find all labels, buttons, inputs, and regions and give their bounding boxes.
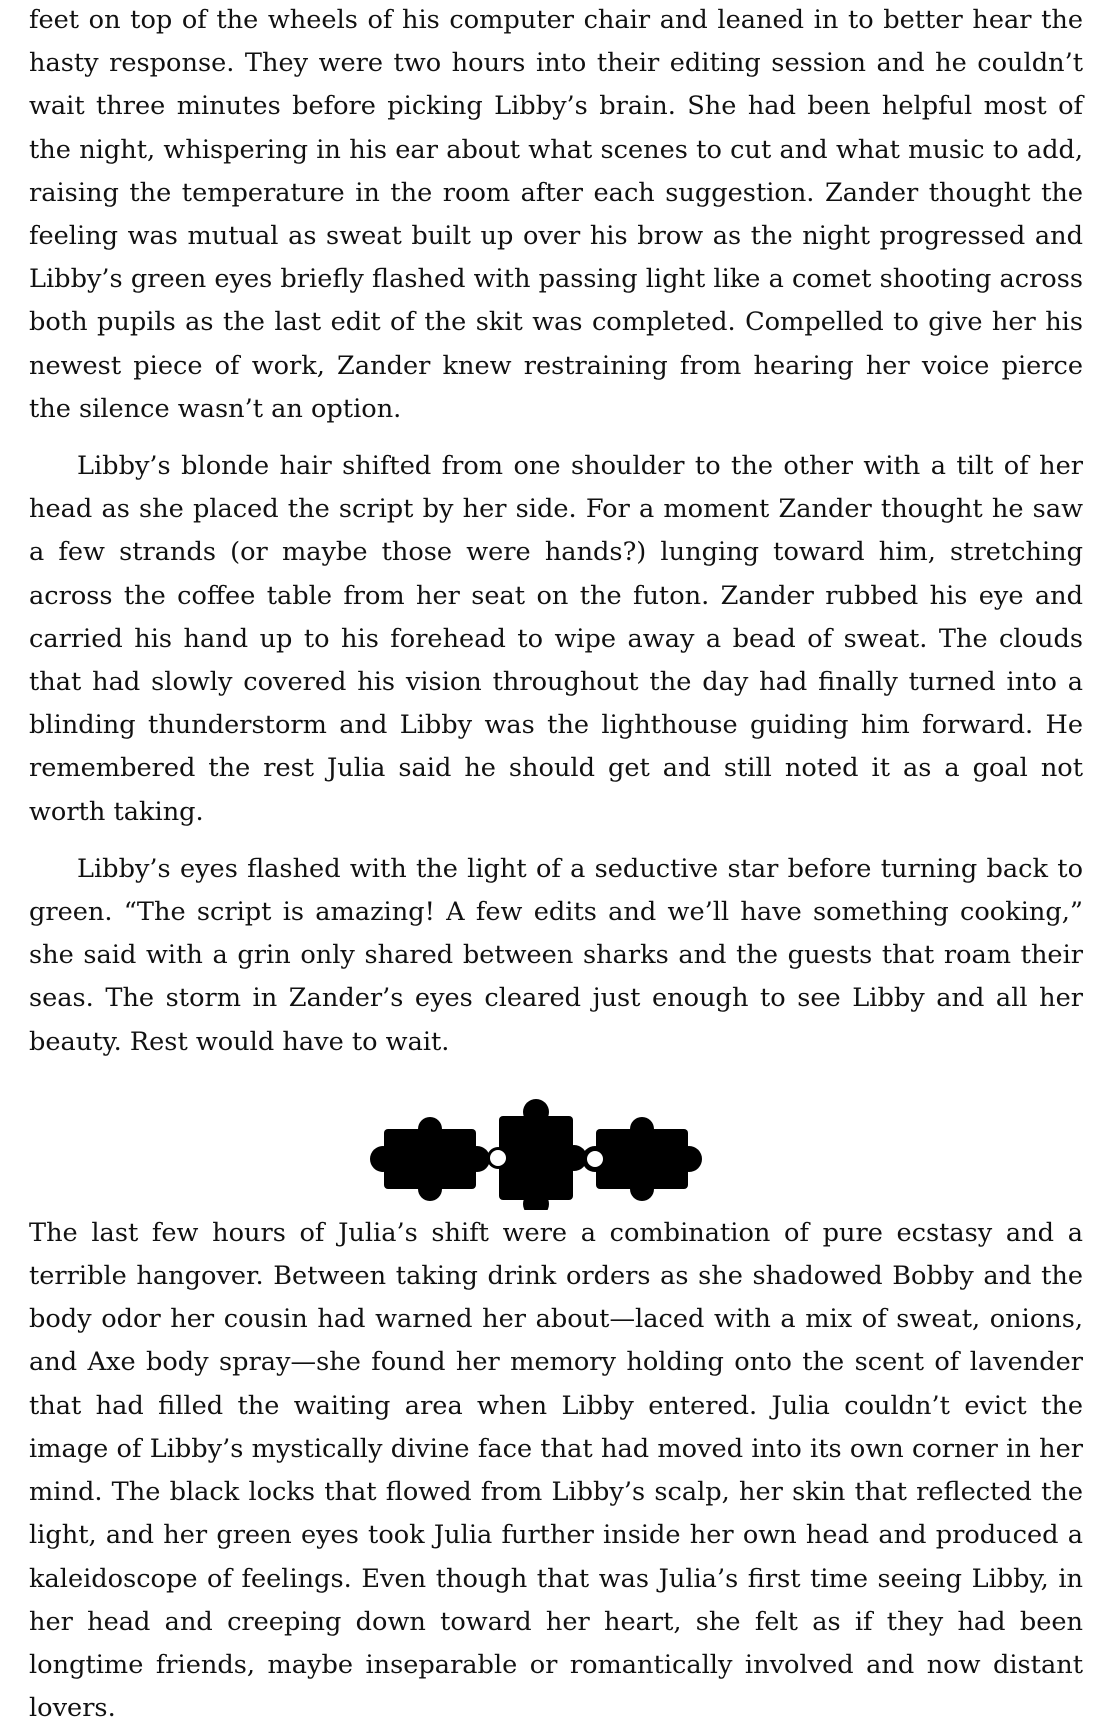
paragraph-2: Libby’s blonde hair shifted from one shoulder to the other with a tilt of her head as she placed the script by her side. For a moment Zander thought he saw a few strands (or maybe those were hands?) lunging toward him, stretching across the coffee table from her seat on the futon. Zander rubbed his eye and carried his hand up to his forehead to wipe away a bead of sweat. The clouds that had slowly covered his vision throughout the day had finally turned into a blinding thunderstorm and Libby was the lighthouse guiding him forward. He remembered the rest Julia said he should get and still noted it as a goal not worth taking. (29, 451, 1083, 827)
paragraph-1: feet on top of the wheels of his computer chair and leaned in to better hear the hasty response. They were two hours into their editing session and he couldn’t wait three minutes before picking Libby’s brain. She had been helpful most of the night, whispering in his ear about what scenes to cut and what music to add, raising the temperature in the room after each suggestion. Zander thought the feeling was mutual as sweat built up over his brow as the night progressed and Libby’s green eyes briefly flashed with passing light like a comet shooting across both pupils as the last edit of the skit was completed. Compelled to give her his newest piece of work, Zander knew restraining from hearing her voice pierce the silence wasn’t an option. (29, 5, 1083, 424)
paragraph-4: The last few hours of Julia’s shift were a combination of pure ecstasy and a terrible hangover. Between taking drink orders as she shadowed Bobby and the body odor her cousin had warned her about—laced with a mix of sweat, onions, and Axe body spray—she found her memory holding onto the scent of lavender that had filled the waiting area when Libby entered. Julia couldn’t evict the image of Libby’s mystically divine face that had moved into its own corner in her mind. The black locks that flowed from Libby’s scalp, her skin that reflected the light, and her green eyes took Julia further inside her own head and produced a kaleidoscope of feelings. Even though that was Julia’s first time seeing Libby, in her head and creeping down toward her heart, she felt as if they had been longtime friends, maybe inseparable or romantically involved and now distant lovers. (29, 1217, 1083, 1724)
puzzle-piece-left (370, 1117, 490, 1201)
puzzle-pieces-icon (29, 1074, 1083, 1210)
book-page (29, 0, 1083, 1730)
paragraph-3: Libby’s eyes flashed with the light of a seductive star before turning back to green. “The script is amazing! A few edits and we’ll have something cooking,” she said with a grin only shared between sharks and the guests that roam their seas. The storm in Zander’s eyes cleared just enough to see Libby and all her beauty. Rest would have to wait. (29, 853, 1083, 1057)
section-divider (29, 1074, 1083, 1210)
